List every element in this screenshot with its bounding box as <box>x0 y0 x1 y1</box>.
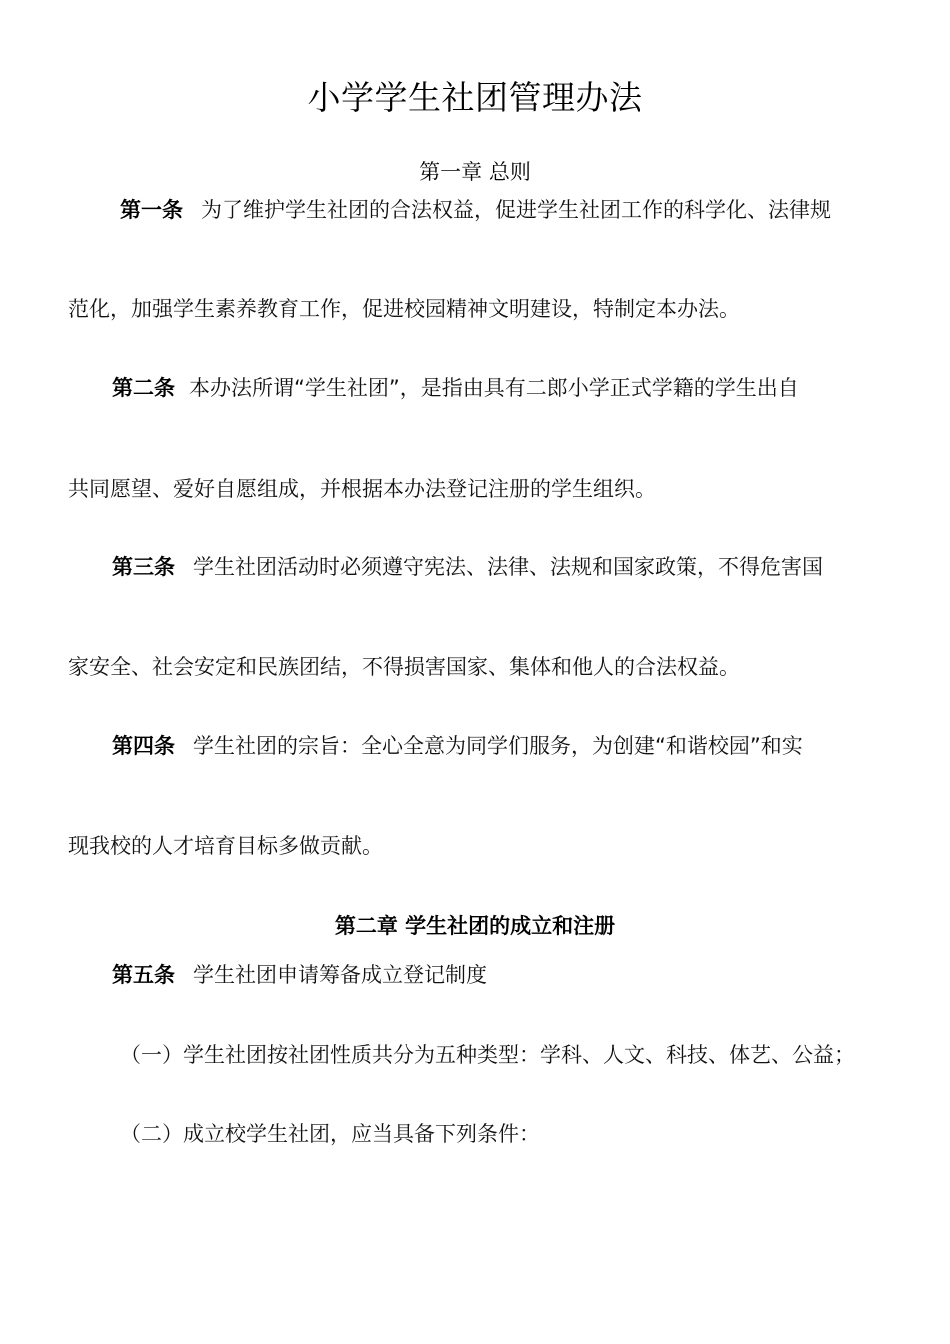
list-item-1: （一）学生社团按社团性质共分为五种类型：学科、人文、科技、体艺、公益； <box>120 1043 855 1067</box>
article-3-label: 第三条 <box>112 555 175 579</box>
article-1-text-line2: 范化，加强学生素养教育工作，促进校园精神文明建设，特制定本办法。 <box>68 297 740 321</box>
article-2-first-line <box>112 373 799 403</box>
article-1-label: 第一条 <box>120 198 183 222</box>
document-title: 小学学生社团管理办法 <box>307 78 643 117</box>
article-4-first-line <box>112 731 803 761</box>
article-3-text-line1: 学生社团活动时必须遵守宪法、法律、法规和国家政策，不得危害国 <box>193 555 823 579</box>
article-2-text-line1: 本办法所谓“学生社团”，是指由具有二郎小学正式学籍的学生出自 <box>189 376 799 400</box>
chapter-heading-2: 第二章 学生社团的成立和注册 <box>334 914 616 938</box>
article-1-text-line1: 为了维护学生社团的合法权益，促进学生社团工作的科学化、法律规 <box>201 198 831 222</box>
article-3-first-line <box>112 552 823 582</box>
article-5-line <box>112 960 487 990</box>
article-4-text-line2: 现我校的人才培育目标多做贡献。 <box>68 834 383 858</box>
chapter-heading-1: 第一章 总则 <box>419 160 531 184</box>
article-2-label: 第二条 <box>112 376 175 400</box>
article-5-label: 第五条 <box>112 963 175 987</box>
article-5-text: 学生社团申请筹备成立登记制度 <box>193 963 487 987</box>
article-4-label: 第四条 <box>112 734 175 758</box>
list-item-2: （二）成立校学生社团，应当具备下列条件： <box>120 1122 540 1146</box>
article-1-first-line <box>120 195 831 225</box>
article-3-text-line2: 家安全、社会安定和民族团结，不得损害国家、集体和他人的合法权益。 <box>68 655 740 679</box>
article-4-text-line1: 学生社团的宗旨：全心全意为同学们服务，为创建“和谐校园”和实 <box>193 734 803 758</box>
article-2-text-line2: 共同愿望、爱好自愿组成，并根据本办法登记注册的学生组织。 <box>68 477 656 501</box>
